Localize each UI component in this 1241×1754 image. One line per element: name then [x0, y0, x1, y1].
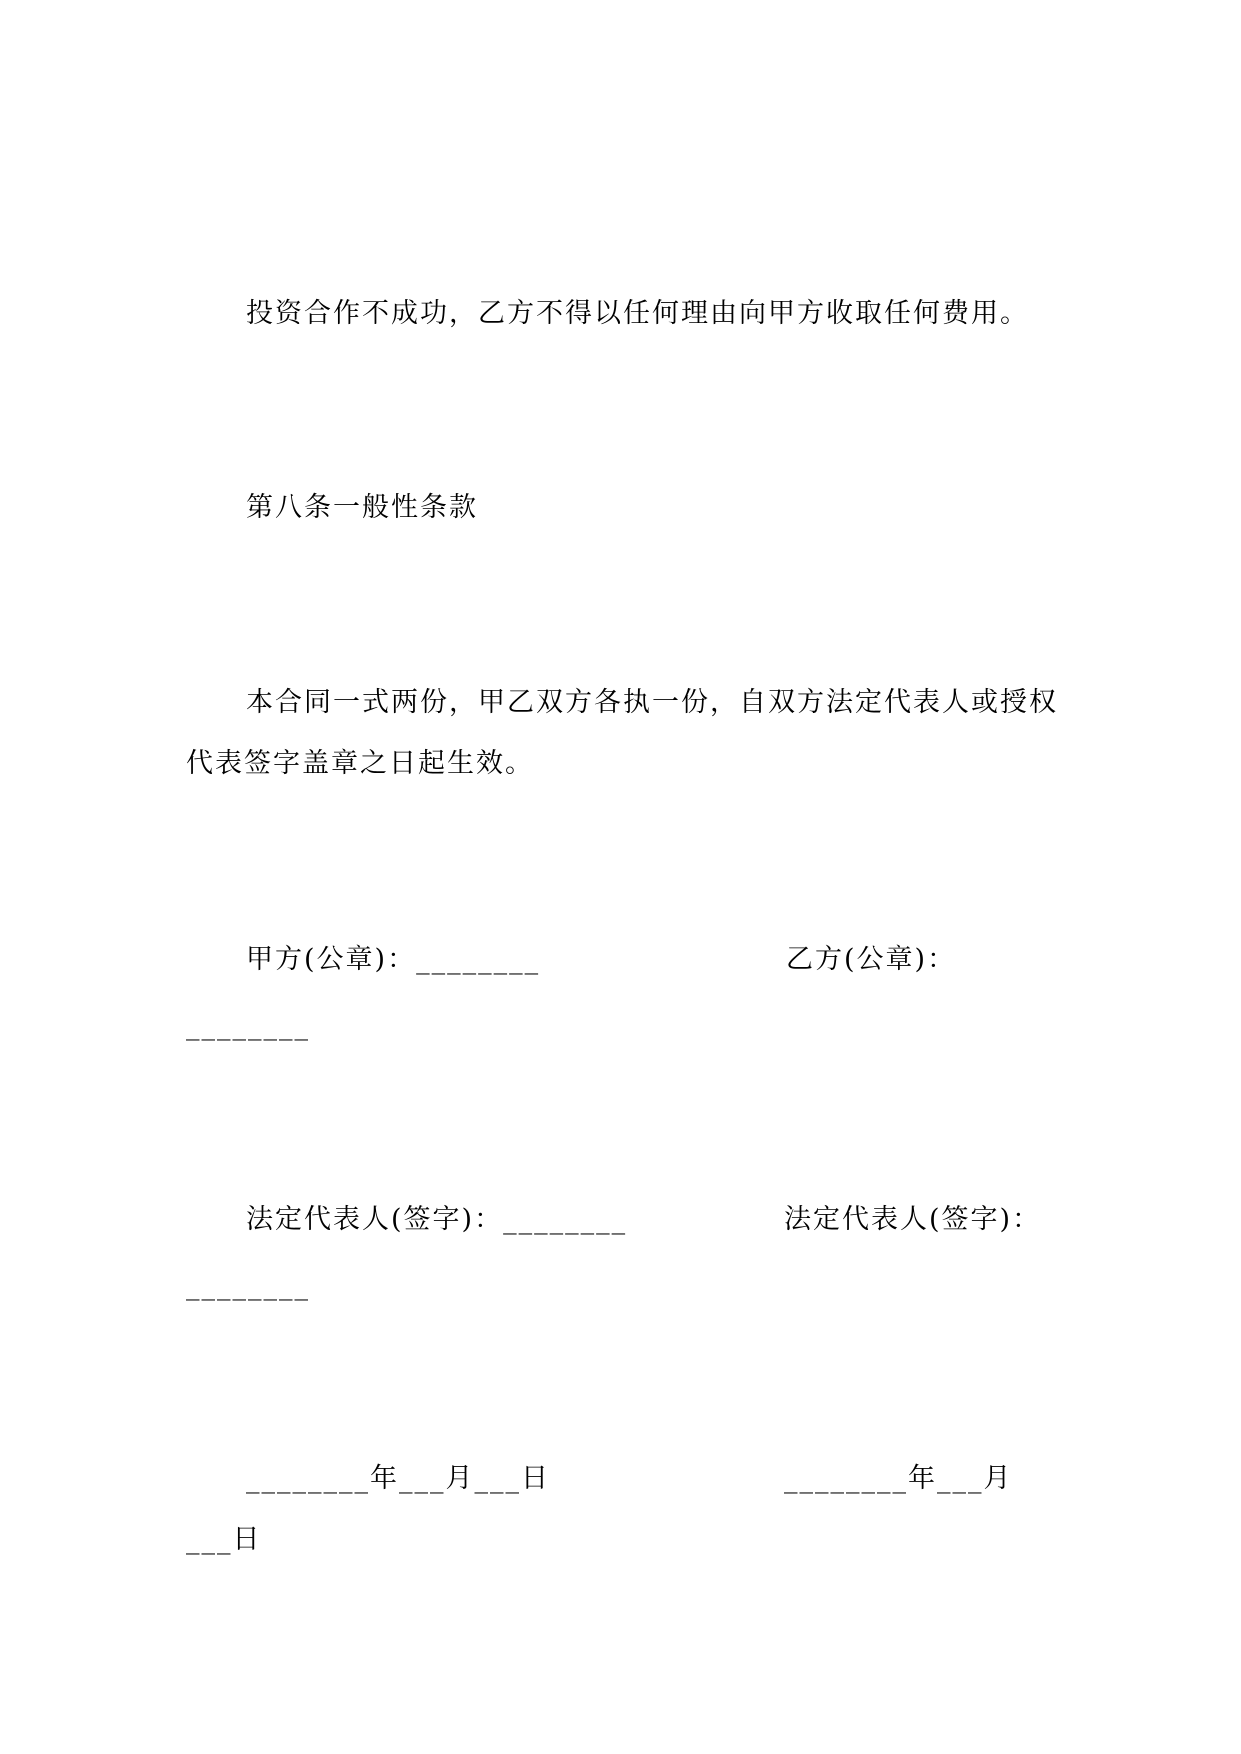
party-b-seal-blank: ________ — [186, 1010, 310, 1041]
clause7-closing-text: 投资合作不成功，乙方不得以任何理由向甲方收取任何费用。 — [246, 298, 1029, 329]
party-b-representative-label: 法定代表人(签字)： — [784, 1204, 1042, 1235]
party-b-representative-blank: ________ — [186, 1270, 310, 1301]
party-a-representative-field: 法定代表人(签字)：________ — [246, 1204, 628, 1235]
party-a-date-field: ________年___月___日 — [246, 1463, 550, 1494]
clause8-body-line1: 本合同一式两份，甲乙双方各执一份，自双方法定代表人或授权 — [246, 687, 1058, 718]
party-b-date-field: ________年___月 — [784, 1463, 1013, 1494]
party-a-seal-field: 甲方(公章)：________ — [246, 944, 541, 975]
party-b-date-day: ___日 — [186, 1524, 262, 1555]
clause8-heading: 第八条一般性条款 — [246, 492, 478, 523]
party-b-seal-label: 乙方(公章)： — [786, 944, 957, 975]
clause8-body-line2: 代表签字盖章之日起生效。 — [186, 748, 534, 779]
